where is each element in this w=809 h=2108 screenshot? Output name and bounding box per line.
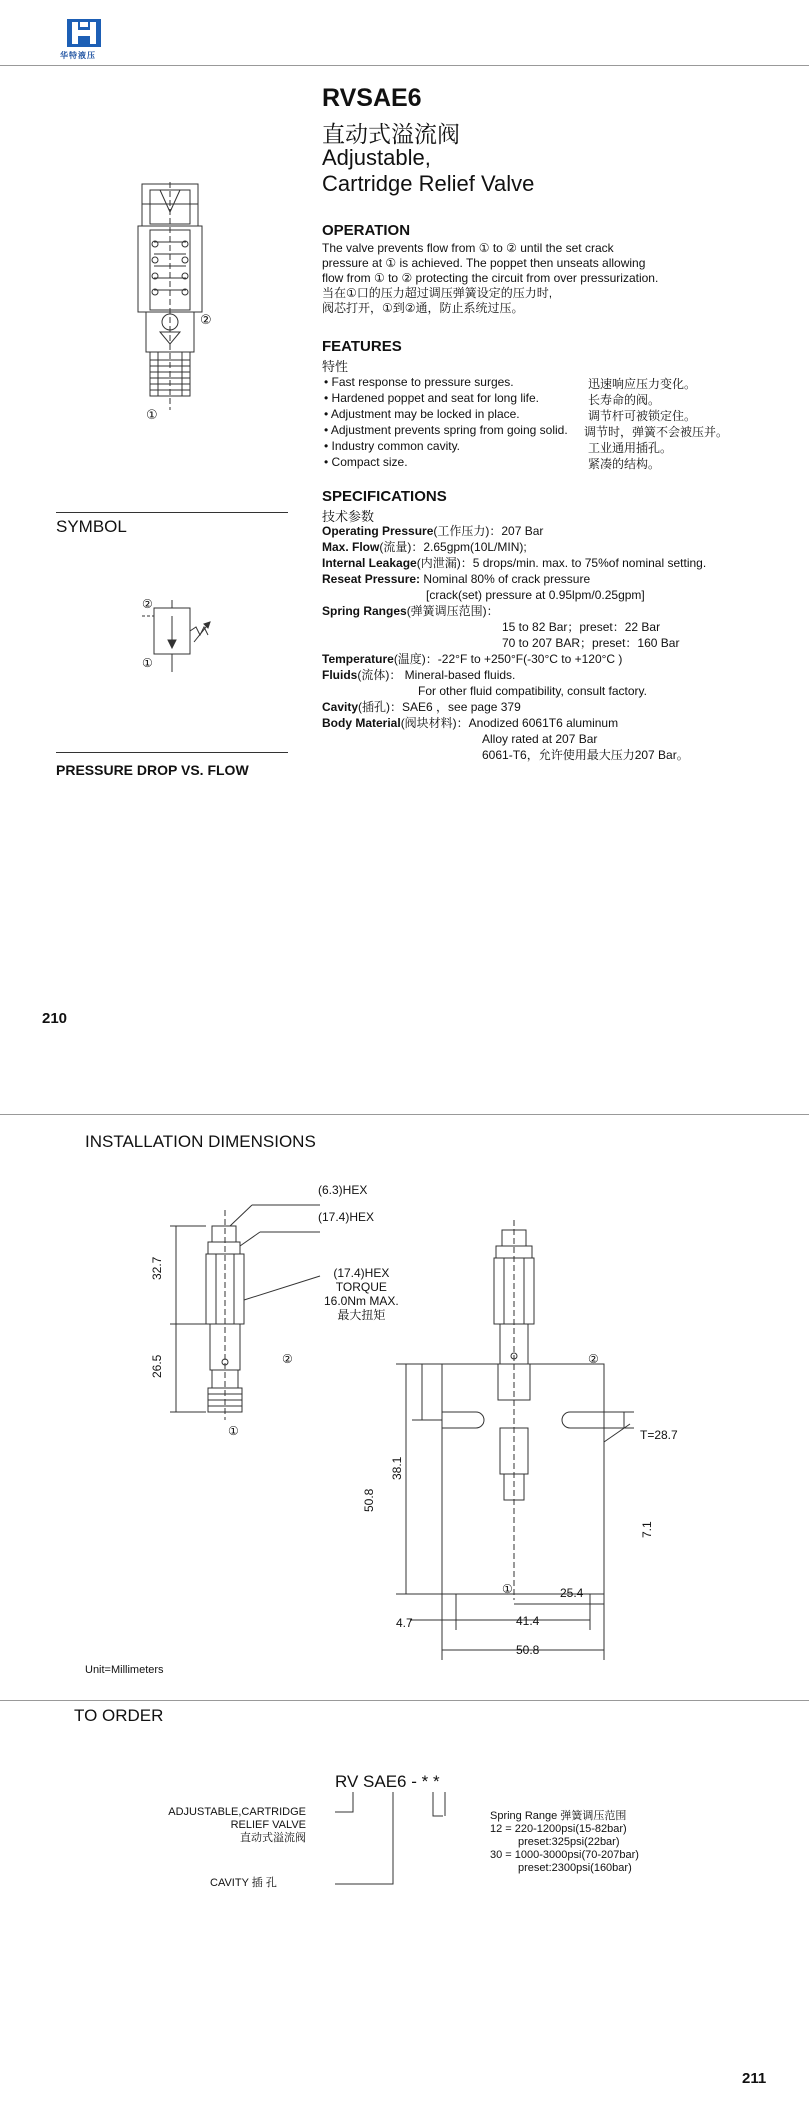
order-cavity-label: CAVITY 插 孔 bbox=[210, 1877, 277, 1889]
symbol-port1: ① bbox=[142, 656, 153, 670]
spec-reseat-line2: [crack(set) pressure at 0.95lpm/0.25gpm] bbox=[426, 588, 645, 602]
spec-reseat-pressure: Reseat Pressure: Nominal 80% of crack pressure bbox=[322, 572, 591, 586]
symbol-rule bbox=[56, 512, 288, 513]
dim-38-1: 38.1 bbox=[390, 1456, 404, 1480]
dim-32-7: 32.7 bbox=[150, 1256, 164, 1280]
pressure-drop-heading: PRESSURE DROP VS. FLOW bbox=[56, 762, 249, 778]
order-desc-line: RELIEF VALVE bbox=[230, 1819, 306, 1831]
order-code: RV SAE6 - * * bbox=[335, 1772, 440, 1791]
installation-heading: INSTALLATION DIMENSIONS bbox=[85, 1132, 316, 1151]
spec-fluids: Fluids(流体)： Mineral-based fluids. bbox=[322, 668, 516, 682]
order-divider bbox=[0, 1700, 809, 1701]
operation-line: The valve prevents flow from ① to ② until the set crack bbox=[322, 241, 614, 255]
specifications-heading: SPECIFICATIONS bbox=[322, 488, 447, 505]
drawing-right-port1: ① bbox=[502, 1582, 513, 1596]
torque-note bbox=[324, 1266, 399, 1322]
header-rule bbox=[0, 65, 809, 66]
spec-max-flow: Max. Flow(流量)：2.65gpm(10L/MIN); bbox=[322, 540, 527, 554]
spec-fluids-line2: For other fluid compatibility, consult factory. bbox=[418, 684, 647, 698]
model-title: RVSAE6 bbox=[322, 84, 422, 112]
feature-cn: 长寿命的阀。 bbox=[588, 393, 661, 407]
feature-item bbox=[324, 391, 784, 405]
spec-body-line3: 6061-T6，允许使用最大压力207 Bar。 bbox=[482, 748, 689, 762]
feature-en: • Hardened poppet and seat for long life. bbox=[324, 391, 540, 405]
operation-heading: OPERATION bbox=[322, 222, 411, 239]
spec-spring-line2: 70 to 207 BAR；preset：160 Bar bbox=[502, 636, 680, 650]
dim-41-4: 41.4 bbox=[516, 1614, 540, 1628]
spec-cavity: Cavity(插孔)：SAE6 ，see page 379 bbox=[322, 700, 521, 714]
drawing-left-port2: ② bbox=[282, 1352, 293, 1366]
feature-item bbox=[324, 407, 784, 421]
drawing-port1: ① bbox=[146, 407, 158, 422]
model-name-cn: 直动式溢流阀 bbox=[322, 121, 460, 147]
logo-text: 华特液压 bbox=[60, 51, 96, 60]
order-option-30-preset: preset:2300psi(160bar) bbox=[518, 1862, 632, 1874]
spec-body-material: Body Material(阀块材料)：Anodized 6061T6 aluminum bbox=[322, 716, 619, 730]
operation-line: pressure at ① is achieved. The poppet then unseats allowing bbox=[322, 256, 646, 270]
valve-section-drawing bbox=[120, 182, 230, 430]
order-leader-lines bbox=[300, 1792, 500, 1892]
symbol-heading: SYMBOL bbox=[56, 517, 127, 536]
feature-cn: 调节时，弹簧不会被压并。 bbox=[584, 425, 729, 439]
symbol-port2: ② bbox=[142, 597, 153, 611]
torque-value: 16.0Nm MAX. bbox=[324, 1294, 399, 1308]
order-description bbox=[158, 1806, 306, 1845]
feature-item bbox=[324, 375, 784, 389]
operation-line: flow from ① to ② protecting the circuit from over pressurization. bbox=[322, 271, 659, 285]
feature-cn: 工业通用插孔。 bbox=[588, 441, 673, 455]
model-name-en-1: Adjustable, bbox=[322, 145, 431, 170]
spec-operating-pressure: Operating Pressure(工作压力)：207 Bar bbox=[322, 524, 544, 538]
dim-hex-17-4: (17.4)HEX bbox=[318, 1210, 375, 1224]
operation-line: 当在①口的压力超过调压弹簧设定的压力时, bbox=[322, 286, 553, 300]
feature-cn: 紧凑的结构。 bbox=[588, 457, 661, 471]
order-desc-line: 直动式溢流阀 bbox=[240, 1832, 306, 1844]
dim-7-1: 7.1 bbox=[640, 1521, 654, 1538]
feature-item bbox=[324, 439, 784, 453]
dim-26-5: 26.5 bbox=[150, 1354, 164, 1378]
model-name-en-2: Cartridge Relief Valve bbox=[322, 171, 535, 196]
feature-en: • Adjustment prevents spring from going solid. bbox=[324, 423, 568, 437]
order-option-30: 30 = 1000-3000psi(70-207bar) bbox=[490, 1849, 639, 1861]
spec-temperature: Temperature(温度)：-22°F to +250°F(-30°C to +120°C ) bbox=[322, 652, 623, 666]
feature-cn: 调节杆可被锁定住。 bbox=[588, 409, 697, 423]
order-option-12: 12 = 220-1200psi(15-82bar) bbox=[490, 1823, 627, 1835]
feature-item bbox=[324, 423, 784, 437]
company-logo bbox=[66, 18, 102, 48]
feature-en: • Adjustment may be locked in place. bbox=[324, 407, 520, 421]
drawing-port2: ② bbox=[200, 312, 212, 327]
order-spring-options bbox=[490, 1810, 639, 1875]
torque-hex: (17.4)HEX bbox=[333, 1266, 390, 1280]
dim-4-7: 4.7 bbox=[396, 1616, 413, 1630]
unit-note: Unit=Millimeters bbox=[85, 1664, 164, 1676]
torque-label: TORQUE bbox=[335, 1280, 387, 1294]
order-desc-line: ADJUSTABLE,CARTRIDGE bbox=[168, 1806, 306, 1818]
page-number-right: 211 bbox=[742, 2070, 767, 2087]
feature-cn: 迅速响应压力变化。 bbox=[588, 377, 697, 391]
drawing-left-port1: ① bbox=[228, 1424, 239, 1438]
spec-internal-leakage: Internal Leakage(内泄漏)：5 drops/min. max. to 75%of nominal setting. bbox=[322, 556, 707, 570]
feature-item bbox=[324, 455, 784, 469]
spec-spring-line1: 15 to 82 Bar；preset：22 Bar bbox=[502, 620, 661, 634]
features-heading-cn: 特性 bbox=[322, 359, 349, 374]
spec-spring-ranges: Spring Ranges(弹簧调压范围)： bbox=[322, 604, 499, 618]
logo-icon bbox=[66, 18, 102, 48]
order-heading: TO ORDER bbox=[74, 1706, 164, 1725]
order-spring-title: Spring Range 弹簧调压范围 bbox=[490, 1810, 627, 1822]
dim-25-4: 25.4 bbox=[560, 1586, 584, 1600]
feature-en: • Compact size. bbox=[324, 455, 408, 469]
pressure-drop-rule bbox=[56, 752, 288, 753]
dim-t-28-7: T=28.7 bbox=[640, 1428, 678, 1442]
spec-body-line2: Alloy rated at 207 Bar bbox=[482, 732, 598, 746]
specifications-heading-cn: 技术参数 bbox=[322, 509, 375, 524]
dim-50-8-horizontal: 50.8 bbox=[516, 1643, 540, 1657]
features-heading: FEATURES bbox=[322, 338, 402, 355]
torque-cn: 最大扭矩 bbox=[337, 1308, 386, 1322]
feature-en: • Fast response to pressure surges. bbox=[324, 375, 514, 389]
dim-hex-6-3: (6.3)HEX bbox=[318, 1183, 368, 1197]
page-divider bbox=[0, 1114, 809, 1115]
dim-50-8-vertical: 50.8 bbox=[362, 1488, 376, 1512]
feature-en: • Industry common cavity. bbox=[324, 439, 461, 453]
order-option-12-preset: preset:325psi(22bar) bbox=[518, 1836, 620, 1848]
drawing-right-port2: ② bbox=[588, 1352, 599, 1366]
page-number-left: 210 bbox=[42, 1010, 68, 1027]
operation-text bbox=[322, 241, 658, 316]
operation-line: 阀芯打开，①到②通，防止系统过压。 bbox=[322, 301, 524, 315]
